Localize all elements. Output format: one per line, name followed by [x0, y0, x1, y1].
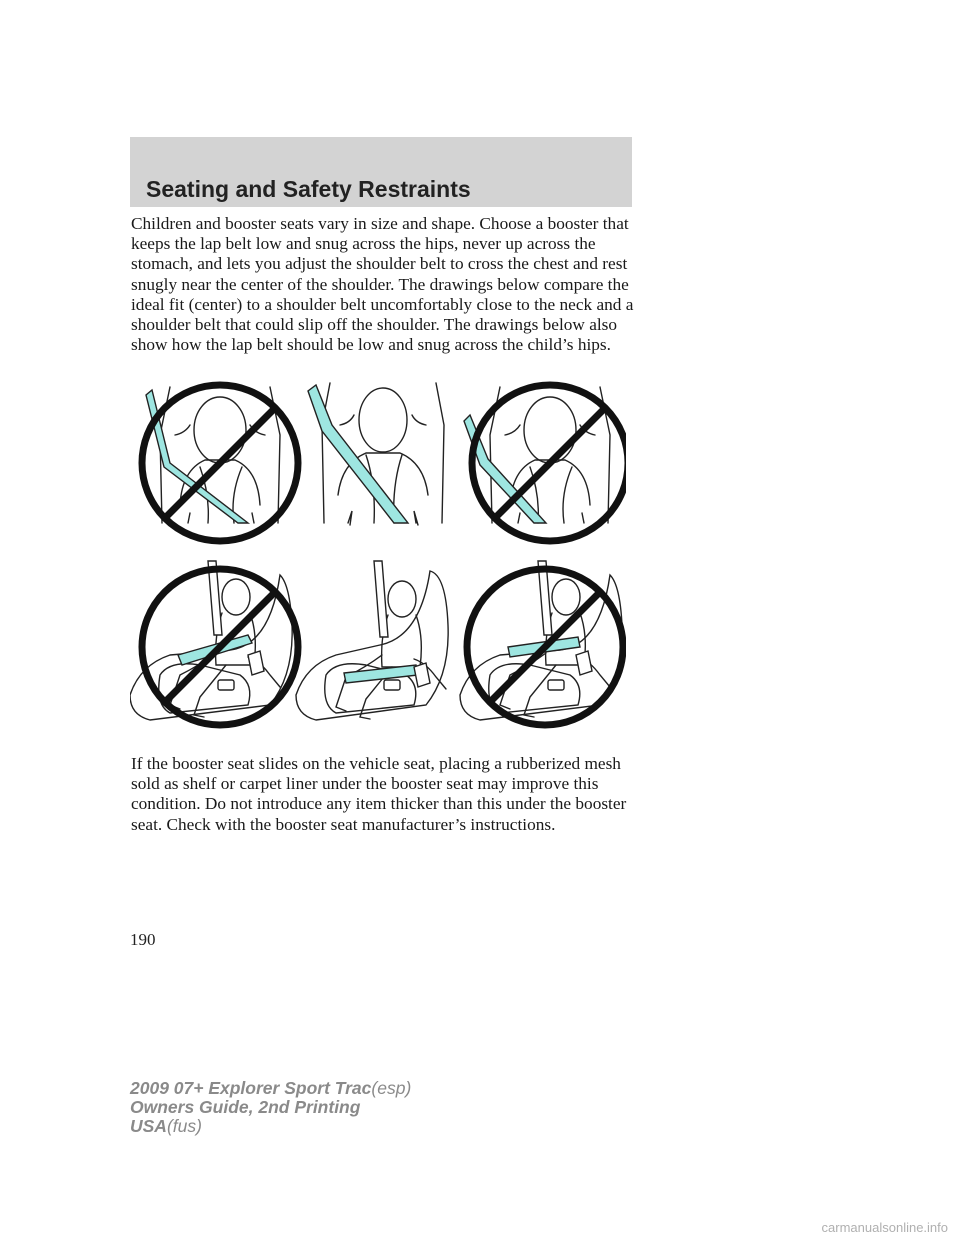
- bottom-center-correct-lap-belt: [296, 561, 448, 720]
- footer-market: USA: [130, 1116, 167, 1136]
- footer-model-code: (esp): [371, 1078, 412, 1098]
- footer-guide: Owners Guide, 2nd Printing: [130, 1097, 361, 1117]
- prohibited-icon: [142, 569, 298, 725]
- mesh-paragraph: If the booster seat slides on the vehicle seat, placing a rubberized mesh sold as shelf or carpet liner under the booster seat may improve this condition. Do not introduce any item thicker than this under the booster seat. Check with the booster seat manufacturer’s instructions.: [131, 754, 627, 834]
- top-center-correct-fit: [308, 383, 444, 525]
- watermark: carmanualsonline.info: [821, 1220, 948, 1235]
- belt-fit-illustration: [130, 375, 626, 733]
- footer-market-code: (fus): [166, 1116, 202, 1136]
- intro-paragraph: Children and booster seats vary in size and shape. Choose a booster that keeps the lap belt low and snug across the hips, never up across the stomach, and lets you adjust the shoulder belt to cross the chest and rest snugly near the center of the shoulder. The drawings below compare the ideal fit (center) to a shoulder belt uncomfortably close to the neck and a shoulder belt that could slip off the shoulder. The drawings below also show how the lap belt should be low and snug across the child’s hips.: [131, 214, 634, 355]
- footer-model: 2009 07+ Explorer Sport Trac: [130, 1078, 372, 1098]
- page-number: 190: [130, 930, 156, 949]
- section-title: Seating and Safety Restraints: [146, 176, 471, 202]
- footer: [130, 1079, 411, 1136]
